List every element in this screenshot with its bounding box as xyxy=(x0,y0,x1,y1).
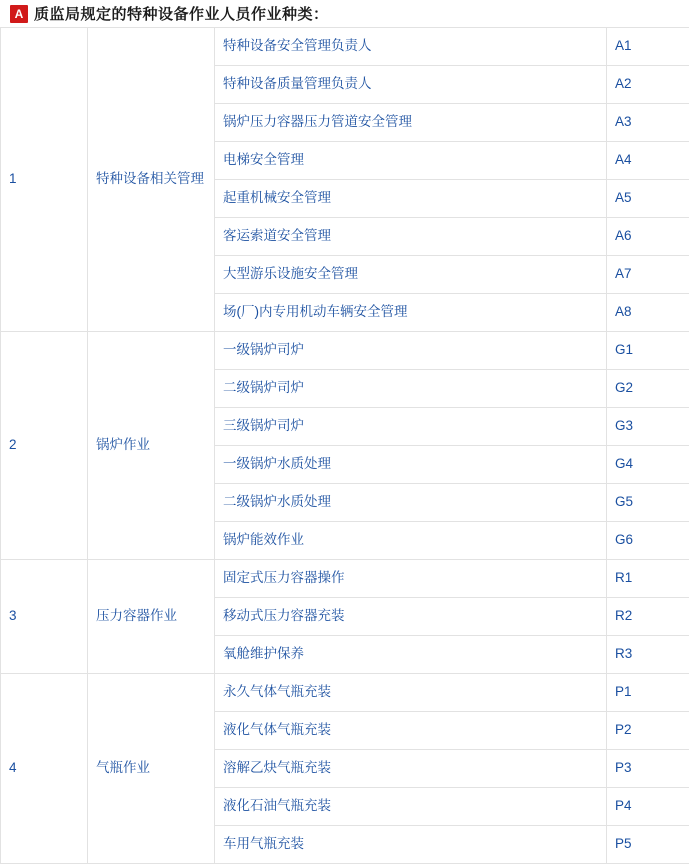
occupation-name-cell: 客运索道安全管理 xyxy=(215,218,607,256)
occupation-code-cell: G3 xyxy=(607,408,689,446)
occupation-code-cell: G4 xyxy=(607,446,689,484)
occupation-code-cell: P3 xyxy=(607,750,689,788)
occupation-name-cell: 氧舱维护保养 xyxy=(215,636,607,674)
occupation-code-cell: G5 xyxy=(607,484,689,522)
occupation-name-cell: 二级锅炉水质处理 xyxy=(215,484,607,522)
table-row xyxy=(1,28,689,66)
occupation-name-cell: 大型游乐设施安全管理 xyxy=(215,256,607,294)
occupation-code-cell: P1 xyxy=(607,674,689,712)
occupation-code-cell: R2 xyxy=(607,598,689,636)
occupation-name-cell: 起重机械安全管理 xyxy=(215,180,607,218)
group-category-cell: 特种设备相关管理 xyxy=(88,28,215,332)
group-number-cell: 3 xyxy=(1,560,88,674)
occupation-name-cell: 移动式压力容器充装 xyxy=(215,598,607,636)
section-badge: A xyxy=(10,5,28,23)
occupation-code-cell: A7 xyxy=(607,256,689,294)
occupation-code-cell: R1 xyxy=(607,560,689,598)
occupation-code-cell: A5 xyxy=(607,180,689,218)
occupation-code-cell: P2 xyxy=(607,712,689,750)
table-row xyxy=(1,560,689,598)
occupation-code-cell: G6 xyxy=(607,522,689,560)
occupation-code-cell: A8 xyxy=(607,294,689,332)
occupation-name-cell: 三级锅炉司炉 xyxy=(215,408,607,446)
group-category-cell: 气瓶作业 xyxy=(88,674,215,864)
occupation-name-cell: 二级锅炉司炉 xyxy=(215,370,607,408)
occupation-code-cell: A4 xyxy=(607,142,689,180)
group-number-cell: 2 xyxy=(1,332,88,560)
occupation-code-cell: G1 xyxy=(607,332,689,370)
occupation-name-cell: 液化气体气瓶充装 xyxy=(215,712,607,750)
occupation-code-cell: A6 xyxy=(607,218,689,256)
page-title-text: 质监局规定的特种设备作业人员作业种类： xyxy=(34,3,329,24)
occupation-name-cell: 锅炉能效作业 xyxy=(215,522,607,560)
special-equipment-table xyxy=(0,27,689,864)
occupation-code-cell: A2 xyxy=(607,66,689,104)
group-number-cell: 4 xyxy=(1,674,88,864)
page-title xyxy=(0,0,689,27)
occupation-name-cell: 液化石油气瓶充装 xyxy=(215,788,607,826)
occupation-code-cell: P4 xyxy=(607,788,689,826)
occupation-name-cell: 一级锅炉司炉 xyxy=(215,332,607,370)
occupation-code-cell: A1 xyxy=(607,28,689,66)
occupation-name-cell: 车用气瓶充装 xyxy=(215,826,607,864)
occupation-name-cell: 固定式压力容器操作 xyxy=(215,560,607,598)
table-row xyxy=(1,332,689,370)
table-row xyxy=(1,674,689,712)
occupation-code-cell: P5 xyxy=(607,826,689,864)
occupation-name-cell: 永久气体气瓶充装 xyxy=(215,674,607,712)
occupation-name-cell: 一级锅炉水质处理 xyxy=(215,446,607,484)
occupation-name-cell: 特种设备质量管理负责人 xyxy=(215,66,607,104)
group-category-cell: 锅炉作业 xyxy=(88,332,215,560)
occupation-name-cell: 场(厂)内专用机动车辆安全管理 xyxy=(215,294,607,332)
group-category-cell: 压力容器作业 xyxy=(88,560,215,674)
occupation-code-cell: G2 xyxy=(607,370,689,408)
occupation-name-cell: 电梯安全管理 xyxy=(215,142,607,180)
group-number-cell: 1 xyxy=(1,28,88,332)
occupation-code-cell: R3 xyxy=(607,636,689,674)
occupation-name-cell: 特种设备安全管理负责人 xyxy=(215,28,607,66)
occupation-code-cell: A3 xyxy=(607,104,689,142)
occupation-name-cell: 锅炉压力容器压力管道安全管理 xyxy=(215,104,607,142)
occupation-name-cell: 溶解乙炔气瓶充装 xyxy=(215,750,607,788)
